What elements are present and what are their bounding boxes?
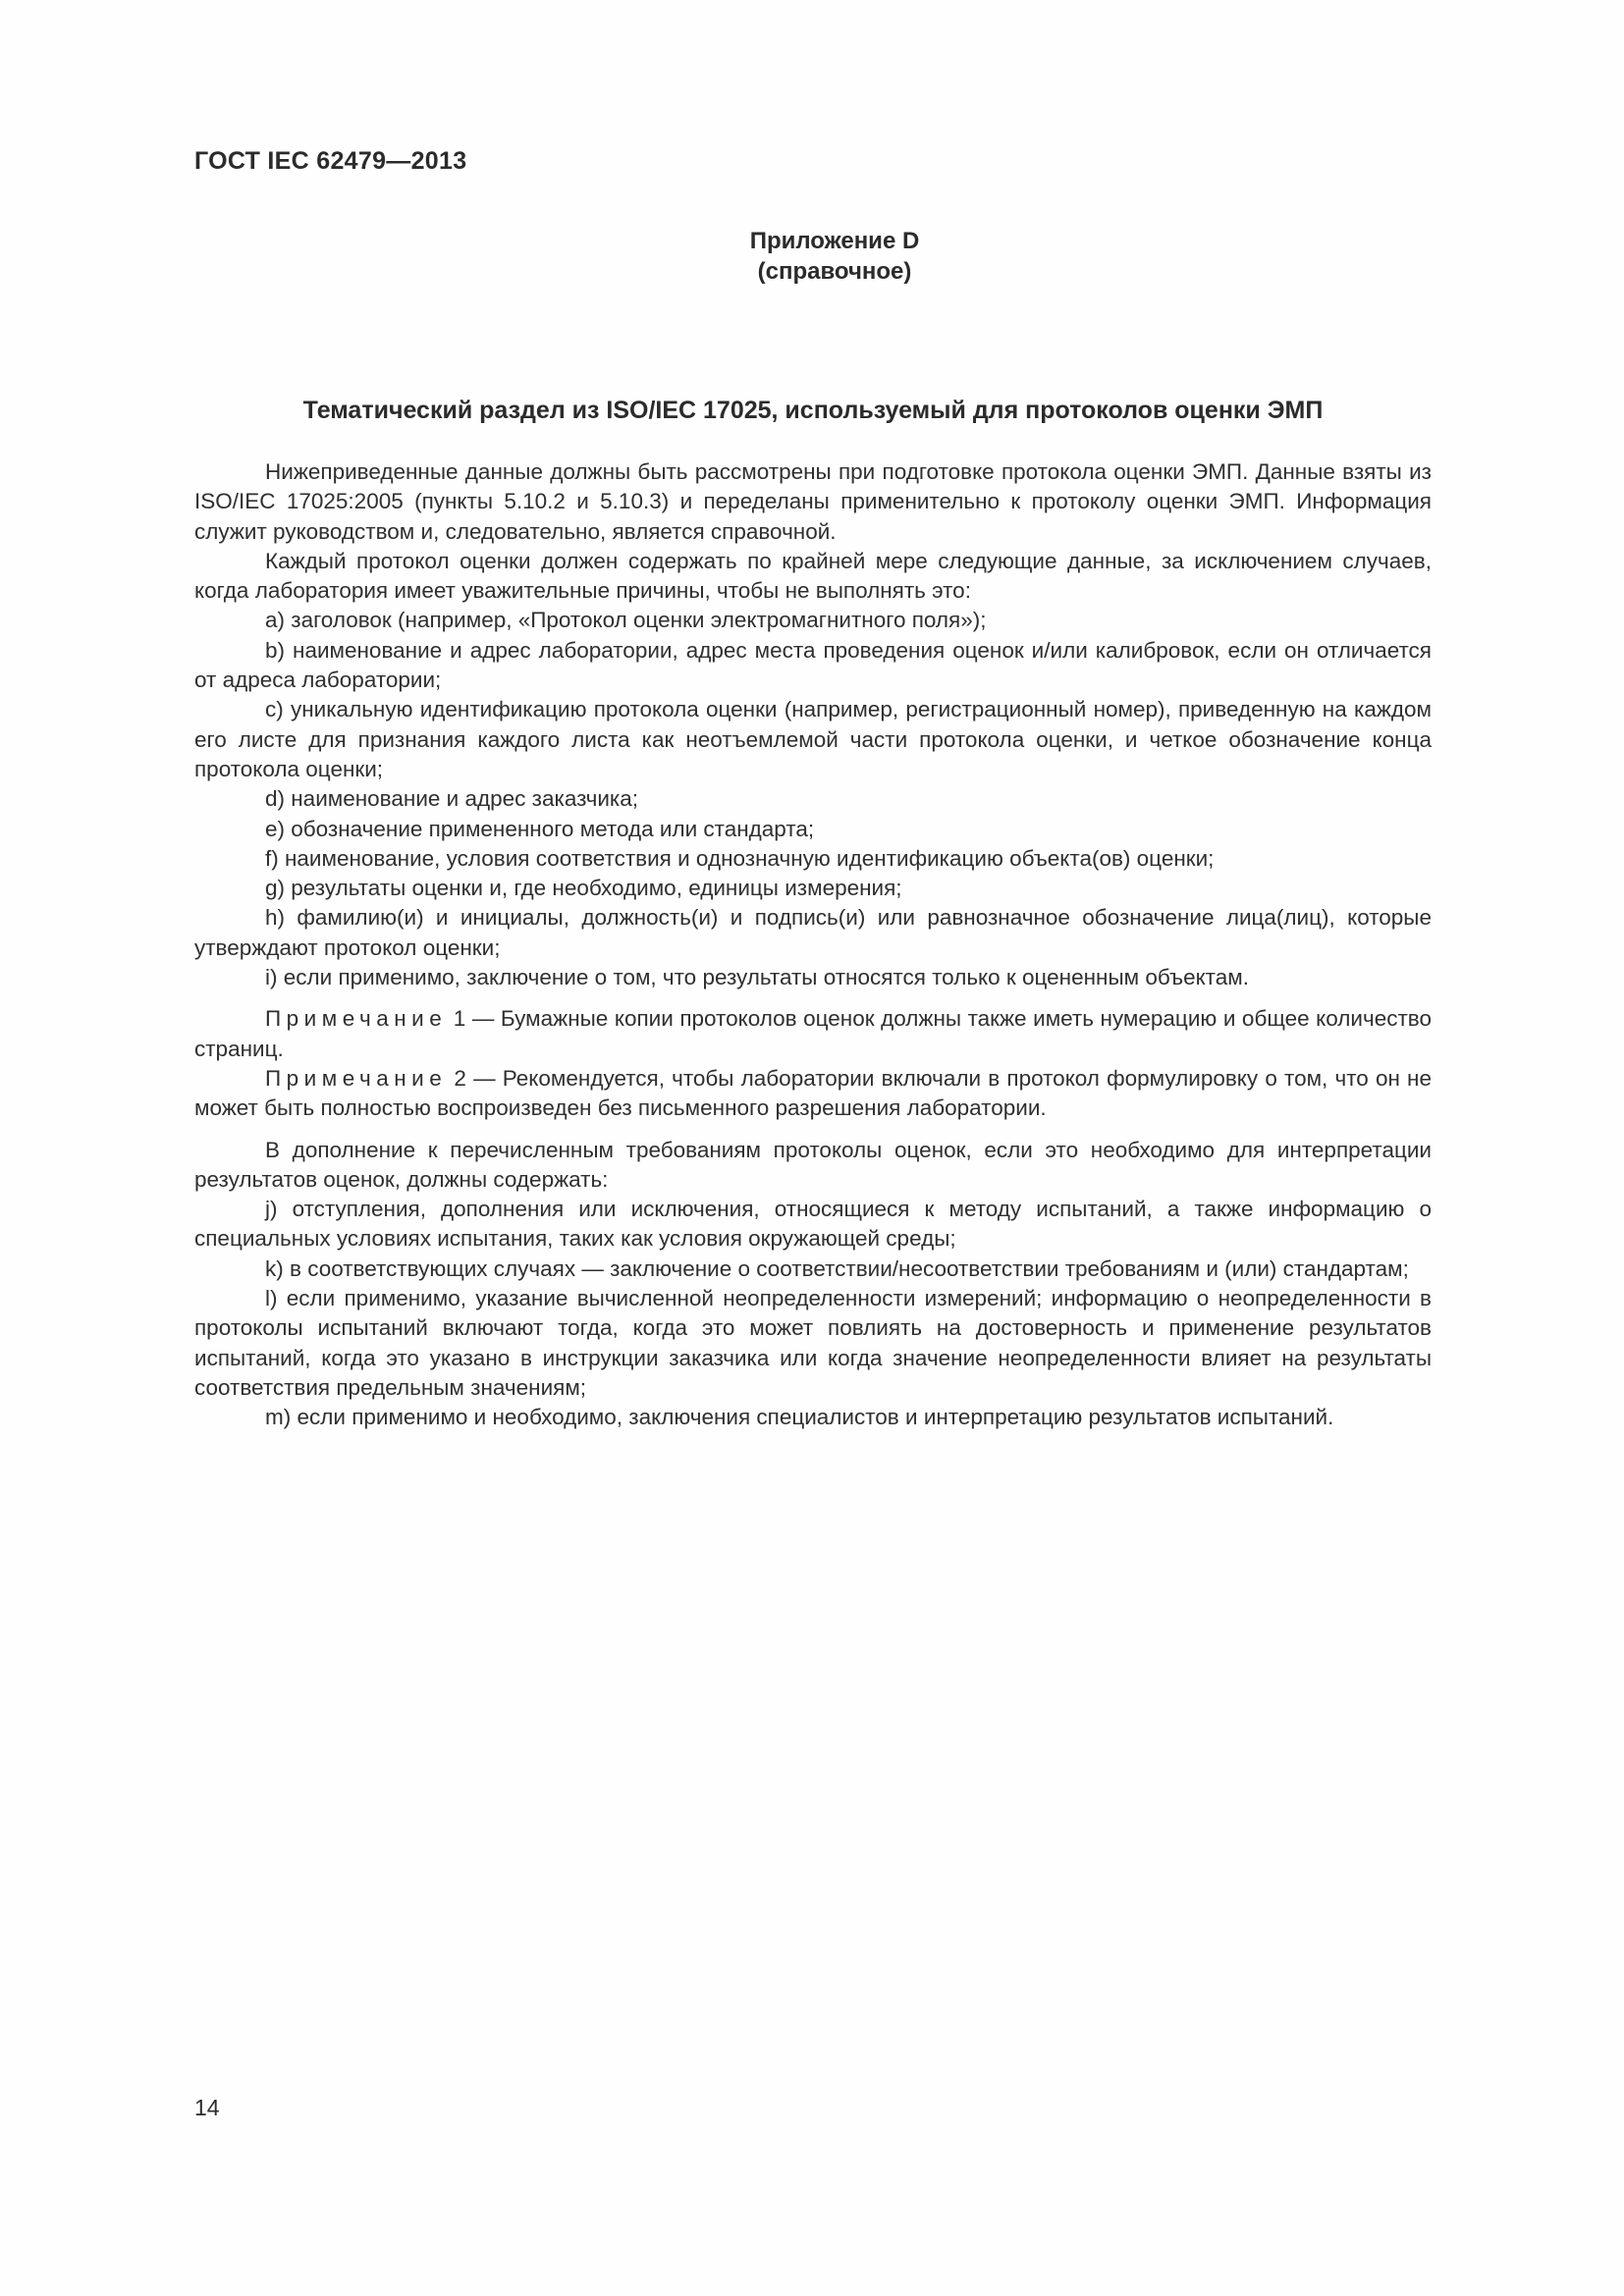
list-item-d: d) наименование и адрес заказчика; (265, 786, 639, 812)
annex-title: Приложение D (749, 228, 920, 254)
document-body (194, 457, 1432, 1433)
annex-heading (0, 226, 1624, 287)
page-number: 14 (194, 2095, 220, 2120)
note-1-label: Примечание (265, 1006, 448, 1032)
requirement-paragraph: Каждый протокол оценки должен содержать по крайней мере следующие данные, за исключением случаев, когда лаборатория имеет уважительные причины, чтобы не выполнять это: (194, 548, 1432, 604)
list-item-f: f) наименование, условия соответствия и однозначную идентификацию объекта(ов) оценки; (265, 845, 1215, 871)
list-item-i: i) если применимо, заключение о том, что результаты относятся только к оцененным объектам. (265, 965, 1249, 990)
list-item-j: j) отступления, дополнения или исключения, относящиеся к методу испытаний, а также информацию о специальных условиях испытания, таких как условия окружающей среды; (194, 1197, 1432, 1252)
list-item-k: k) в соответствующих случаях — заключение о соответствии/несоответствии требованиям и (или) стандартам; (265, 1255, 1409, 1281)
note-2-text: 2 — Рекомендуется, чтобы лаборатории включали в протокол формулировку о том, что он не может быть полностью воспроизведен без письменного разрешения лаборатории. (194, 1065, 1432, 1121)
annex-subtitle: (справочное) (757, 258, 912, 285)
list-item-c: c) уникальную идентификацию протокола оценки (например, регистрационный номер), приведенную на каждом его листе для признания каждого листа как неотъемлемой части протокола оценки, и четкое обозначение конца протокола оценки; (194, 697, 1432, 781)
list-item-l: l) если применимо, указание вычисленной неопределенности измерений; информацию о неопределенности в протоколы испытаний включают тогда, когда это может повлиять на достоверность и применение результатов испытаний, когда это указано в инструкции заказчика или когда значение неопределенности влияет на результаты соответствия предельным значениям; (194, 1286, 1432, 1400)
note-1-text: 1 — Бумажные копии протоколов оценок должны также иметь нумерацию и общее количество страниц. (194, 1006, 1432, 1061)
list-item-h: h) фамилию(и) и инициалы, должность(и) и подпись(и) или равнозначное обозначение лица(лиц), которые утверждают протокол оценки; (194, 905, 1432, 960)
list-item-b: b) наименование и адрес лаборатории, адрес места проведения оценок и/или калибровок, если он отличается от адреса лаборатории; (194, 637, 1432, 693)
list-item-e: e) обозначение примененного метода или стандарта; (265, 816, 815, 841)
list-item-g: g) результаты оценки и, где необходимо, единицы измерения; (265, 876, 902, 901)
note-1 (194, 1004, 1432, 1064)
list-item-m: m) если применимо и необходимо, заключения специалистов и интерпретацию результатов испытаний. (265, 1405, 1334, 1430)
document-code: ГОСТ IEC 62479—2013 (194, 147, 467, 175)
intro-paragraph: Нижеприведенные данные должны быть рассмотрены при подготовке протокола оценки ЭМП. Данные взяты из ISO/IEC 17025:2005 (пункты 5.10.2 и 5.10.3) и переделаны применительно к протоколу оценки ЭМП. Информация служит руководством и, следовательно, является справочной. (194, 459, 1432, 544)
list-item-a: a) заголовок (например, «Протокол оценки электромагнитного поля»); (265, 608, 987, 633)
spacer (194, 1124, 1432, 1136)
note-2-label: Примечание (265, 1065, 448, 1091)
additional-intro: В дополнение к перечисленным требованиям протоколы оценок, если это необходимо для интерпретации результатов оценок, должны содержать: (194, 1137, 1432, 1192)
section-title: Тематический раздел из ISO/IEC 17025, используемый для протоколов оценки ЭМП (302, 397, 1324, 424)
spacer (194, 992, 1432, 1004)
note-2 (194, 1064, 1432, 1124)
